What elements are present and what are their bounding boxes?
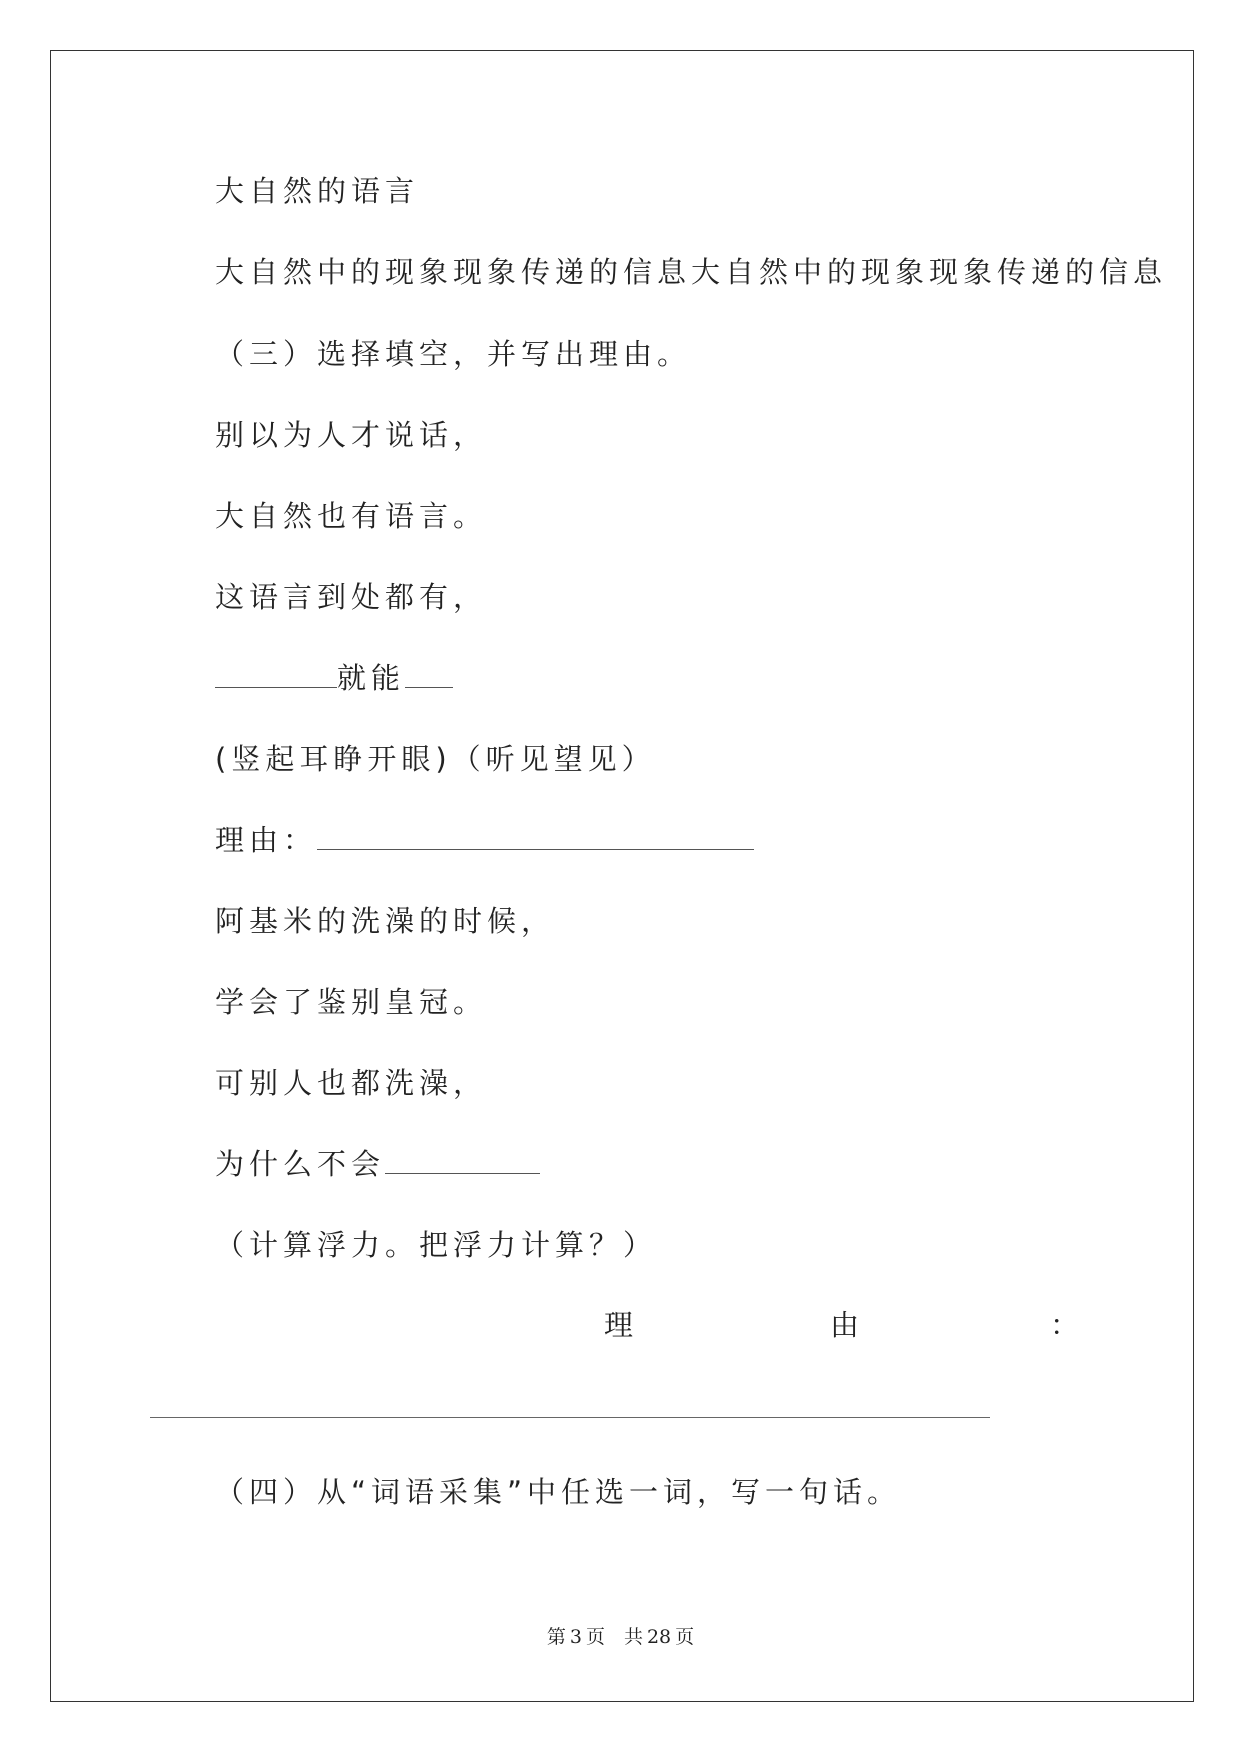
answer-blank[interactable]	[385, 1147, 540, 1174]
fill-blank-line	[215, 658, 453, 698]
options-line: (竖起耳睁开眼)（听见望见）	[215, 742, 656, 776]
fill-blank-line	[215, 1144, 540, 1184]
reason-char: 由	[830, 1308, 860, 1342]
page-border	[50, 50, 1194, 1702]
reason-colon: ：	[1050, 1308, 1080, 1342]
poem-line: 别以为人才说话，	[215, 418, 488, 452]
poem-line: 学会了鉴别皇冠。	[215, 985, 488, 1019]
poem-line: 可别人也都洗澡，	[215, 1066, 488, 1100]
footer-text: 页	[675, 1626, 695, 1648]
poem-line: 大自然也有语言。	[215, 499, 488, 533]
section-heading-3: （三）选择填空，并写出理由。	[215, 337, 692, 371]
title-line: 大自然的语言	[215, 174, 420, 208]
answer-blank[interactable]	[215, 661, 337, 688]
section-heading-4: （四）从“词语采集”中任选一词，写一句话。	[215, 1475, 902, 1509]
footer-text: 第	[546, 1626, 566, 1648]
blank-prefix-text: 为什么不会	[215, 1147, 386, 1181]
reason-label: 理由：	[215, 823, 318, 857]
reason-blank-long[interactable]	[150, 1417, 990, 1418]
reason-line	[215, 820, 754, 860]
page-number: 3	[569, 1626, 582, 1648]
total-pages: 28	[646, 1626, 672, 1648]
poem-line: 这语言到处都有，	[215, 580, 488, 614]
poem-line: 阿基米的洗澡的时候，	[215, 904, 556, 938]
reason-blank[interactable]	[317, 823, 754, 850]
text-line: 大自然中的现象现象传递的信息大自然中的现象现象传递的信息	[215, 255, 1168, 289]
options-line: （计算浮力。把浮力计算？）	[215, 1228, 658, 1262]
blank-middle-text: 就能	[337, 661, 406, 695]
footer-text: 页 共	[585, 1626, 643, 1648]
reason-char: 理	[604, 1308, 634, 1342]
page-footer	[0, 1622, 1241, 1649]
answer-blank[interactable]	[405, 661, 453, 688]
